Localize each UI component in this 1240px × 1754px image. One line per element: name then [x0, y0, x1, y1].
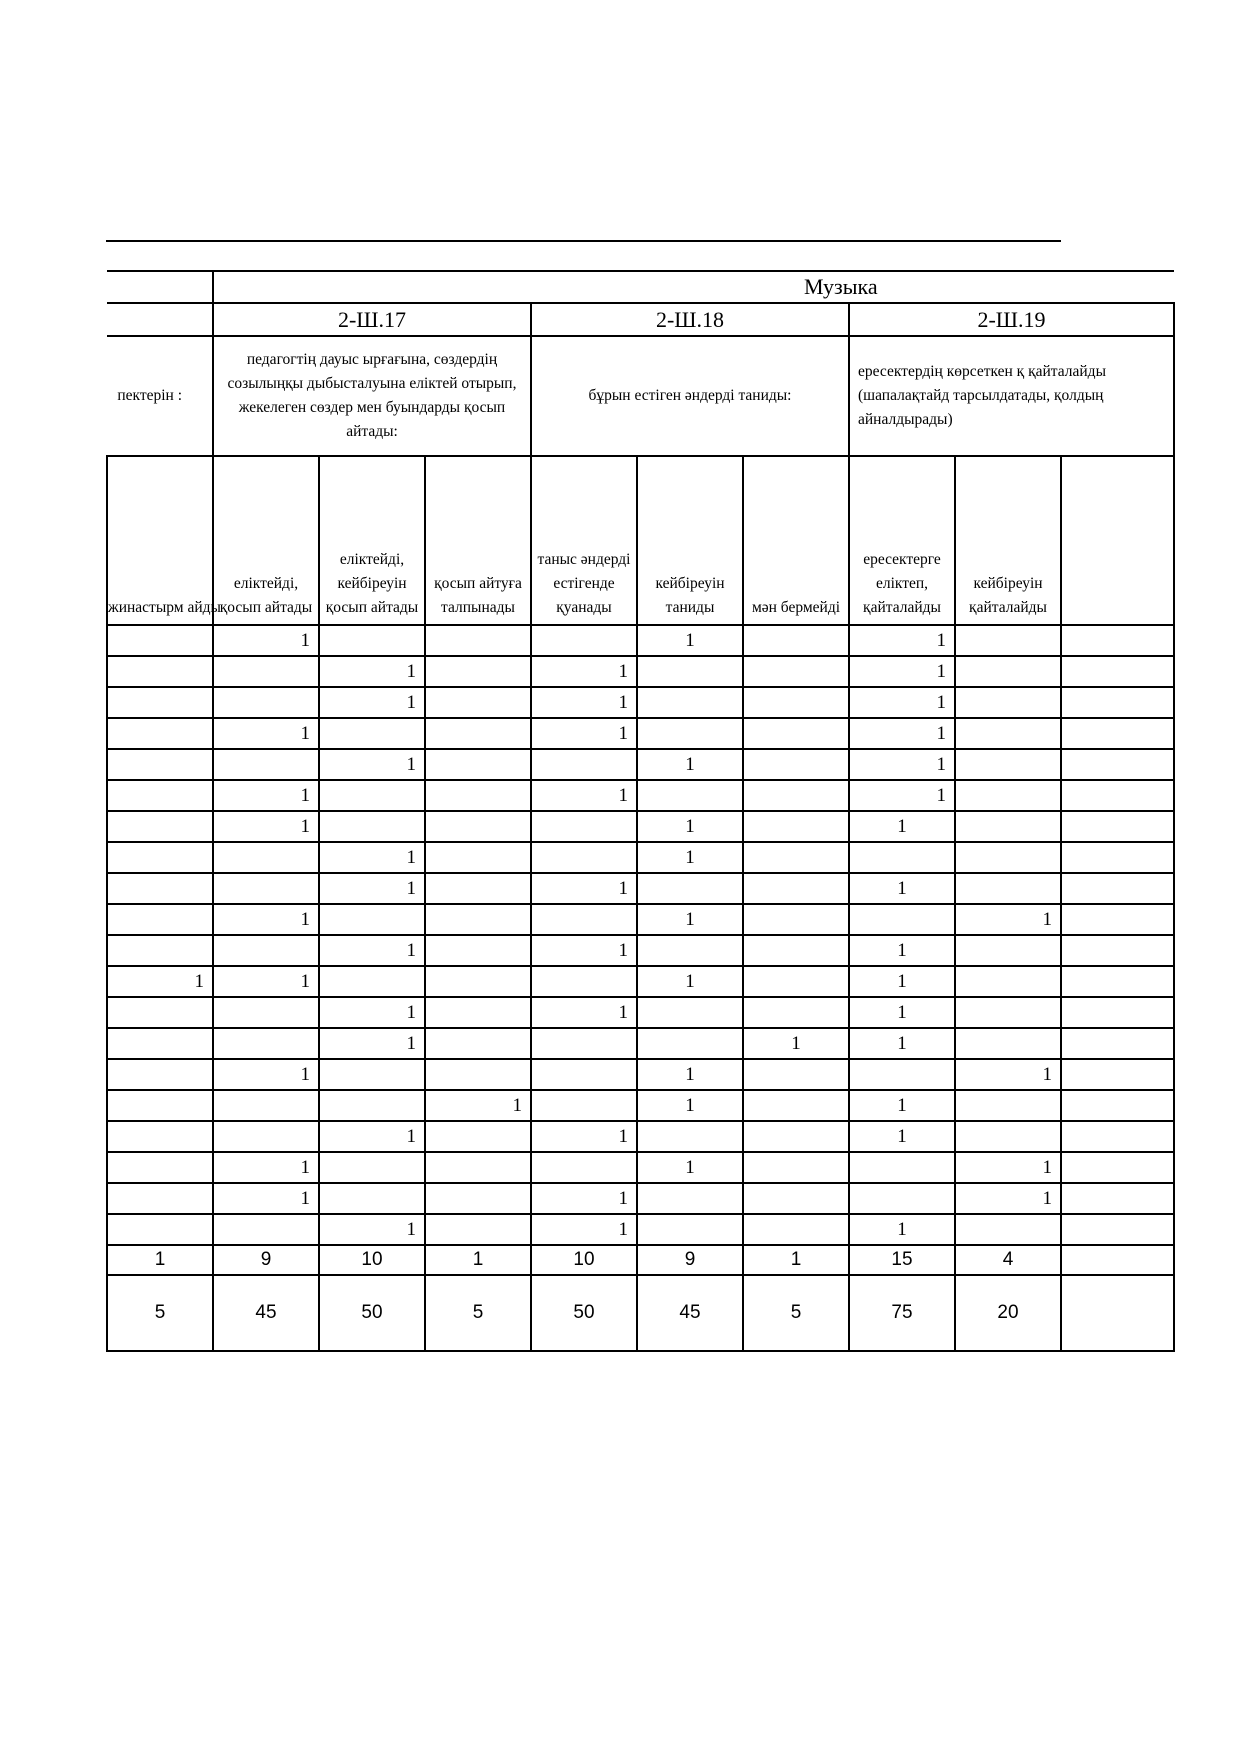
table-cell: [107, 1090, 213, 1121]
table-cell: [213, 873, 319, 904]
table-cell: [955, 749, 1061, 780]
table-cell: [531, 966, 637, 997]
assessment-table: [106, 270, 1175, 1352]
table-cell: 1: [637, 811, 743, 842]
table-cell: [743, 1152, 849, 1183]
table-cell: 1: [213, 904, 319, 935]
table-row: [107, 904, 1174, 935]
table-cell: 1: [637, 1090, 743, 1121]
column-label: кейбіреуін таниды: [637, 456, 743, 625]
table-cell: [425, 935, 531, 966]
table-cell: [637, 873, 743, 904]
table-cell: [213, 656, 319, 687]
table-cell: [107, 873, 213, 904]
table-cell: [1061, 1028, 1174, 1059]
table-row: [107, 749, 1174, 780]
table-cell: [743, 1090, 849, 1121]
table-cell: 1: [531, 1214, 637, 1245]
table-cell: [107, 749, 213, 780]
table-cell: [425, 842, 531, 873]
total-cell: 10: [319, 1245, 425, 1275]
table-cell: [743, 811, 849, 842]
table-row: [107, 997, 1174, 1028]
total-cell: 15: [849, 1245, 955, 1275]
table-cell: [213, 1090, 319, 1121]
table-cell: 1: [849, 873, 955, 904]
column-label: мән бермейді: [743, 456, 849, 625]
table-cell: 1: [319, 687, 425, 718]
percentage-row: [107, 1275, 1174, 1351]
table-cell: [637, 935, 743, 966]
group-code-19: 2-Ш.19: [849, 303, 1174, 336]
table-cell: [849, 1152, 955, 1183]
table-cell: [319, 811, 425, 842]
table-cell: [955, 997, 1061, 1028]
table-cell: [107, 1183, 213, 1214]
assessment-sheet: [106, 270, 1106, 1355]
table-cell: 1: [319, 1028, 425, 1059]
table-cell: 1: [531, 687, 637, 718]
table-cell: 1: [955, 1152, 1061, 1183]
table-cell: [107, 1152, 213, 1183]
table-cell: [213, 997, 319, 1028]
percentage-cell: 5: [743, 1275, 849, 1351]
table-cell: 1: [849, 997, 955, 1028]
percentage-cell: 5: [107, 1275, 213, 1351]
table-cell: 1: [849, 811, 955, 842]
table-cell: 1: [849, 780, 955, 811]
table-cell: 1: [637, 904, 743, 935]
table-cell: [531, 625, 637, 656]
table-cell: [425, 997, 531, 1028]
total-cell: 9: [213, 1245, 319, 1275]
table-cell: [955, 625, 1061, 656]
table-row: [107, 687, 1174, 718]
table-cell: [1061, 1214, 1174, 1245]
table-cell: [743, 1121, 849, 1152]
table-cell: [1061, 718, 1174, 749]
table-cell: [1061, 1121, 1174, 1152]
percentage-cell: 20: [955, 1275, 1061, 1351]
table-cell: [743, 935, 849, 966]
table-cell: 1: [637, 749, 743, 780]
total-cell: 1: [425, 1245, 531, 1275]
table-cell: 1: [849, 718, 955, 749]
table-cell: [531, 1090, 637, 1121]
total-cell: 4: [955, 1245, 1061, 1275]
table-cell: [425, 873, 531, 904]
percentage-cell: 5: [425, 1275, 531, 1351]
group-code-17: 2-Ш.17: [213, 303, 531, 336]
table-row: [107, 625, 1174, 656]
table-cell: [107, 780, 213, 811]
table-cell: [743, 1059, 849, 1090]
table-cell: 1: [955, 904, 1061, 935]
table-cell: 1: [319, 842, 425, 873]
table-cell: [107, 935, 213, 966]
totals-row: [107, 1245, 1174, 1275]
table-cell: [955, 656, 1061, 687]
table-cell: 1: [637, 1059, 743, 1090]
percentage-cell: 45: [637, 1275, 743, 1351]
table-cell: [1061, 687, 1174, 718]
subject-title: Музыка: [213, 271, 1174, 303]
table-cell: [213, 687, 319, 718]
total-cell: 1: [107, 1245, 213, 1275]
percentage-cell: 50: [531, 1275, 637, 1351]
table-cell: [213, 1028, 319, 1059]
table-cell: [743, 842, 849, 873]
table-cell: [425, 1028, 531, 1059]
table-cell: [319, 1059, 425, 1090]
empty-code-cell: [107, 303, 213, 336]
table-cell: 1: [319, 656, 425, 687]
table-cell: [743, 873, 849, 904]
table-cell: [531, 749, 637, 780]
table-cell: [849, 1059, 955, 1090]
table-cell: [637, 1028, 743, 1059]
percentage-cell: [1061, 1275, 1174, 1351]
table-cell: [1061, 966, 1174, 997]
table-cell: [107, 842, 213, 873]
column-label: еліктейді, кейбіреуін қосып айтады: [319, 456, 425, 625]
table-cell: [1061, 842, 1174, 873]
table-cell: [425, 966, 531, 997]
table-cell: 1: [107, 966, 213, 997]
table-cell: 1: [849, 749, 955, 780]
table-cell: 1: [213, 1059, 319, 1090]
table-cell: [955, 1214, 1061, 1245]
table-cell: [743, 749, 849, 780]
table-row: [107, 1121, 1174, 1152]
table-row: [107, 1152, 1174, 1183]
table-cell: [425, 625, 531, 656]
table-row: [107, 1214, 1174, 1245]
table-cell: [637, 780, 743, 811]
table-row: [107, 718, 1174, 749]
percentage-cell: 45: [213, 1275, 319, 1351]
table-cell: [955, 1121, 1061, 1152]
table-cell: 1: [213, 1152, 319, 1183]
table-cell: [743, 687, 849, 718]
group-description-18: бұрын естіген әндерді таниды:: [531, 336, 849, 456]
table-cell: [1061, 656, 1174, 687]
table-cell: [1061, 1059, 1174, 1090]
table-cell: 1: [213, 625, 319, 656]
column-label: [1061, 456, 1174, 625]
table-cell: [1061, 1183, 1174, 1214]
table-cell: 1: [319, 749, 425, 780]
table-cell: [531, 1028, 637, 1059]
table-cell: 1: [849, 687, 955, 718]
table-cell: [743, 656, 849, 687]
table-cell: 1: [425, 1090, 531, 1121]
table-cell: [425, 811, 531, 842]
table-row: [107, 873, 1174, 904]
table-cell: [425, 780, 531, 811]
group-code-18: 2-Ш.18: [531, 303, 849, 336]
table-cell: [213, 935, 319, 966]
table-cell: 1: [637, 1152, 743, 1183]
table-cell: [955, 935, 1061, 966]
table-cell: 1: [531, 1121, 637, 1152]
percentage-cell: 50: [319, 1275, 425, 1351]
table-row: [107, 1090, 1174, 1121]
table-cell: 1: [319, 935, 425, 966]
table-cell: [1061, 1090, 1174, 1121]
table-cell: [319, 718, 425, 749]
table-cell: [743, 904, 849, 935]
table-cell: [213, 749, 319, 780]
table-cell: 1: [531, 656, 637, 687]
table-cell: 1: [319, 873, 425, 904]
table-cell: [743, 780, 849, 811]
table-cell: [1061, 935, 1174, 966]
table-cell: [743, 1214, 849, 1245]
table-cell: 1: [849, 656, 955, 687]
table-cell: [955, 966, 1061, 997]
table-cell: [319, 966, 425, 997]
table-cell: [425, 687, 531, 718]
table-cell: [425, 1059, 531, 1090]
table-row: [107, 780, 1174, 811]
column-label: еліктейді, қосып айтады: [213, 456, 319, 625]
table-cell: 1: [849, 935, 955, 966]
table-cell: [743, 625, 849, 656]
table-cell: 1: [849, 1214, 955, 1245]
table-row: [107, 656, 1174, 687]
table-cell: [955, 780, 1061, 811]
table-cell: 1: [637, 842, 743, 873]
table-cell: 1: [849, 1090, 955, 1121]
table-cell: 1: [213, 780, 319, 811]
table-cell: 1: [531, 935, 637, 966]
table-cell: 1: [955, 1059, 1061, 1090]
table-cell: [1061, 873, 1174, 904]
table-cell: [637, 656, 743, 687]
percentage-cell: 75: [849, 1275, 955, 1351]
table-cell: [531, 1152, 637, 1183]
table-cell: [319, 1090, 425, 1121]
table-cell: [955, 687, 1061, 718]
table-cell: [107, 687, 213, 718]
table-cell: [107, 904, 213, 935]
table-cell: [1061, 811, 1174, 842]
table-cell: [213, 1214, 319, 1245]
table-cell: [425, 904, 531, 935]
table-row: [107, 1059, 1174, 1090]
table-cell: [531, 842, 637, 873]
table-cell: 1: [849, 625, 955, 656]
table-cell: [743, 1183, 849, 1214]
table-cell: [637, 1183, 743, 1214]
table-cell: [955, 718, 1061, 749]
table-cell: [1061, 625, 1174, 656]
table-cell: 1: [531, 1183, 637, 1214]
prev-group-description: пектерін :: [107, 336, 213, 456]
table-cell: [425, 1152, 531, 1183]
table-cell: [637, 1214, 743, 1245]
table-cell: [1061, 780, 1174, 811]
group-description-17: педагогтің дауыс ырғағына, сөздердің созылыңқы дыбысталуына еліктей отырып, жекелеген сөздер мен буындарды қосып айтады:: [213, 336, 531, 456]
table-row: [107, 842, 1174, 873]
table-cell: [531, 811, 637, 842]
table-cell: [955, 873, 1061, 904]
table-row: [107, 935, 1174, 966]
table-cell: [637, 687, 743, 718]
total-cell: [1061, 1245, 1174, 1275]
empty-header-cell: [107, 271, 213, 303]
table-cell: 1: [955, 1183, 1061, 1214]
table-cell: [107, 718, 213, 749]
table-cell: 1: [849, 1121, 955, 1152]
table-cell: [107, 997, 213, 1028]
table-cell: [531, 904, 637, 935]
table-cell: 1: [743, 1028, 849, 1059]
table-cell: [955, 1028, 1061, 1059]
table-row: [107, 811, 1174, 842]
table-cell: [425, 1214, 531, 1245]
table-cell: 1: [637, 625, 743, 656]
table-cell: [107, 656, 213, 687]
table-cell: [107, 1059, 213, 1090]
table-cell: 1: [213, 1183, 319, 1214]
table-cell: [531, 1059, 637, 1090]
table-row: [107, 1028, 1174, 1059]
table-cell: [743, 718, 849, 749]
table-row: [107, 966, 1174, 997]
table-cell: 1: [531, 873, 637, 904]
table-cell: 1: [319, 1121, 425, 1152]
table-cell: 1: [319, 1214, 425, 1245]
table-cell: [425, 749, 531, 780]
table-cell: [1061, 749, 1174, 780]
table-cell: [319, 780, 425, 811]
top-rule: [106, 240, 1061, 242]
table-cell: 1: [213, 718, 319, 749]
table-cell: 1: [531, 997, 637, 1028]
group-description-19: ересектердің көрсеткен қ қайталайды (шапалақтайд тарсылдатады, қолдың айналдырады): [849, 336, 1174, 456]
table-cell: 1: [319, 997, 425, 1028]
table-cell: [425, 1183, 531, 1214]
total-cell: 9: [637, 1245, 743, 1275]
table-cell: [849, 904, 955, 935]
table-cell: [319, 1183, 425, 1214]
table-cell: [1061, 1152, 1174, 1183]
table-cell: [425, 1121, 531, 1152]
table-cell: 1: [531, 718, 637, 749]
table-cell: [955, 811, 1061, 842]
table-cell: 1: [213, 966, 319, 997]
total-cell: 10: [531, 1245, 637, 1275]
total-cell: 1: [743, 1245, 849, 1275]
table-cell: [107, 1214, 213, 1245]
table-cell: [425, 656, 531, 687]
column-label: кейбіреуін қайталайды: [955, 456, 1061, 625]
table-cell: [637, 997, 743, 1028]
table-cell: [319, 904, 425, 935]
table-cell: [213, 1121, 319, 1152]
column-label: қосып айтуға талпынады: [425, 456, 531, 625]
table-cell: [955, 1090, 1061, 1121]
table-cell: [637, 1121, 743, 1152]
table-cell: [743, 997, 849, 1028]
table-cell: [637, 718, 743, 749]
table-row: [107, 1183, 1174, 1214]
table-cell: 1: [213, 811, 319, 842]
table-cell: [213, 842, 319, 873]
table-cell: [1061, 904, 1174, 935]
column-label: жинастырм айды: [107, 456, 213, 625]
table-cell: 1: [849, 1028, 955, 1059]
table-cell: [849, 1183, 955, 1214]
column-label: ересектерге еліктеп, қайталайды: [849, 456, 955, 625]
table-cell: [107, 625, 213, 656]
table-cell: [319, 625, 425, 656]
column-label: таныс әндерді естігенде қуанады: [531, 456, 637, 625]
table-cell: [107, 811, 213, 842]
table-cell: 1: [637, 966, 743, 997]
table-cell: [319, 1152, 425, 1183]
table-cell: [425, 718, 531, 749]
table-cell: [1061, 997, 1174, 1028]
table-cell: [955, 842, 1061, 873]
table-cell: [107, 1028, 213, 1059]
table-cell: 1: [849, 966, 955, 997]
table-cell: 1: [531, 780, 637, 811]
table-cell: [743, 966, 849, 997]
table-cell: [849, 842, 955, 873]
table-cell: [107, 1121, 213, 1152]
